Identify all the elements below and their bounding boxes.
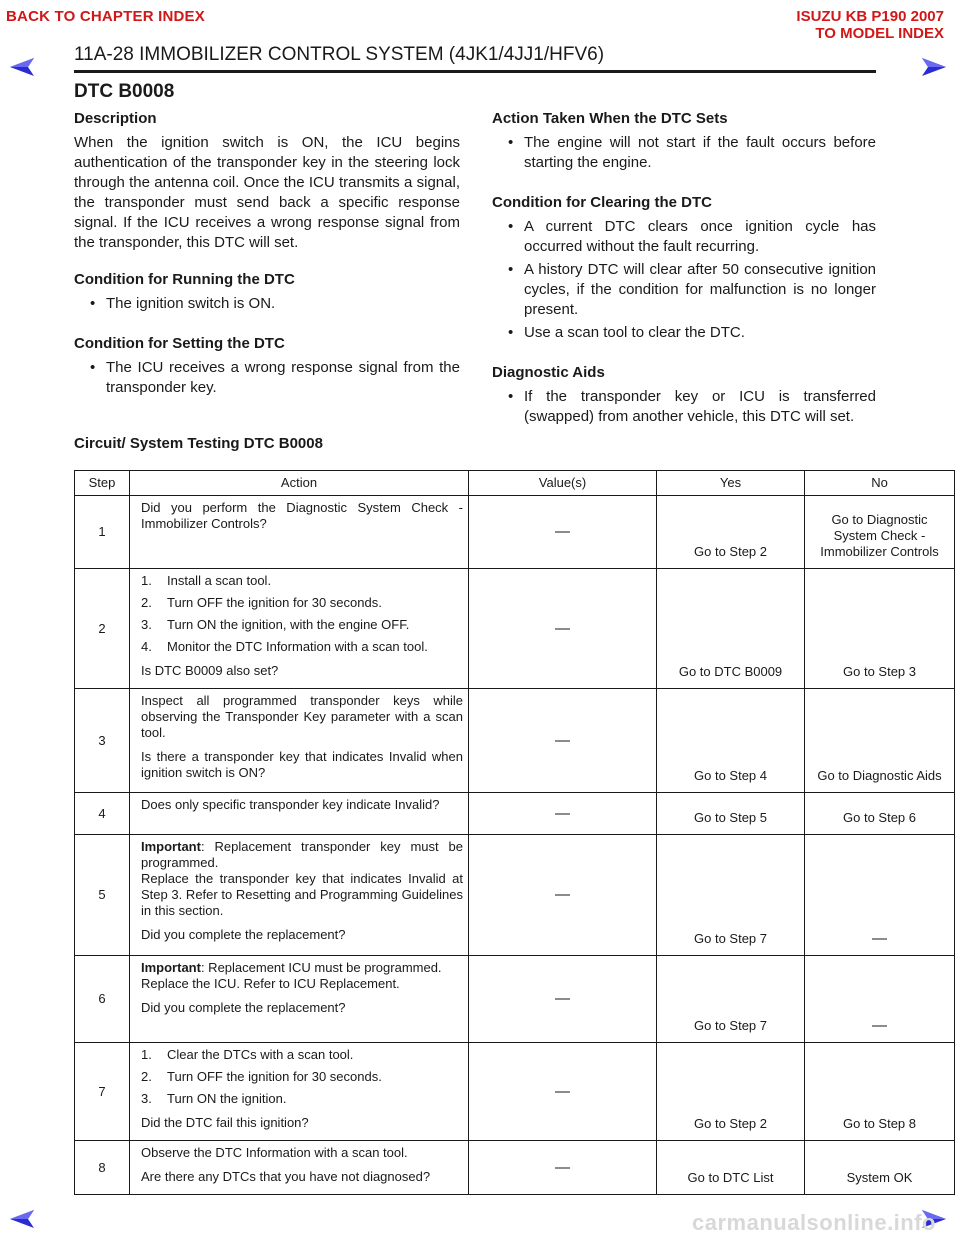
step-number: 4	[75, 793, 130, 835]
page-title: 11A-28 IMMOBILIZER CONTROL SYSTEM (4JK1/4JJ1/HFV6)	[74, 44, 605, 65]
no-cell: Go to Step 6	[805, 793, 955, 835]
table-row	[75, 569, 955, 689]
action-question: Are there any DTCs that you have not diagnosed?	[141, 1169, 431, 1184]
important-label: Important	[141, 960, 201, 975]
list-item: • The engine will not start if the fault occurs before starting the engine.	[492, 133, 876, 173]
right-column	[492, 109, 876, 430]
no-cell: —	[805, 956, 955, 1043]
table-row	[75, 835, 955, 956]
important-note	[141, 839, 463, 871]
yes-cell: Go to Step 4	[657, 689, 805, 793]
value-cell: —	[469, 835, 657, 956]
action-question: Did you complete the replacement?	[141, 927, 346, 942]
setting-heading: Condition for Setting the DTC	[74, 335, 285, 352]
action-text: Replace the transponder key that indicates Invalid at Step 3. Refer to Resetting and Programming Guidelines in this section.	[141, 871, 463, 918]
step-number: 2	[75, 569, 130, 689]
description-heading: Description	[74, 110, 157, 127]
action-cell	[130, 835, 469, 956]
action-text: Replace the ICU. Refer to ICU Replacement.	[141, 976, 400, 991]
step-number: 6	[75, 956, 130, 1043]
list-item: • A history DTC will clear after 50 consecutive ignition cycles, if the condition for malfunction is no longer present.	[492, 260, 876, 320]
action-steps-list	[141, 573, 463, 655]
value-cell: —	[469, 1141, 657, 1195]
clearing-list	[492, 217, 876, 343]
diagnostic-table	[74, 470, 955, 1195]
yes-cell: Go to Step 2	[657, 496, 805, 569]
setting-list	[74, 358, 460, 398]
table-header-row	[75, 471, 955, 496]
step-number: 8	[75, 1141, 130, 1195]
list-item: 2. Turn OFF the ignition for 30 seconds.	[141, 1069, 382, 1084]
action-text: Does only specific transponder key indicate Invalid?	[141, 797, 440, 812]
action-cell	[130, 1043, 469, 1141]
list-item: • The ICU receives a wrong response signal from the transponder key.	[74, 358, 460, 398]
action-cell	[130, 689, 469, 793]
step-number: 1	[75, 496, 130, 569]
yes-cell: Go to DTC List	[657, 1141, 805, 1195]
action-cell	[130, 496, 469, 569]
table-row	[75, 1043, 955, 1141]
value-cell: —	[469, 496, 657, 569]
action-text: Did you perform the Diagnostic System Check - Immobilizer Controls?	[141, 500, 463, 531]
important-note	[141, 960, 463, 976]
action-heading: Action Taken When the DTC Sets	[492, 110, 728, 127]
list-item: • If the transponder key or ICU is transferred (swapped) from another vehicle, this DTC will set.	[492, 387, 876, 427]
step-number: 3	[75, 689, 130, 793]
model-index-block	[796, 8, 944, 42]
list-item: 4. Monitor the DTC Information with a scan tool.	[141, 639, 428, 654]
header-rule	[74, 70, 876, 73]
list-item: 3. Turn ON the ignition, with the engine OFF.	[141, 617, 410, 632]
action-cell	[130, 569, 469, 689]
previous-page-arrow-icon[interactable]	[8, 56, 42, 78]
dtc-title: DTC B0008	[74, 81, 175, 102]
previous-page-arrow-icon-bottom[interactable]	[8, 1208, 42, 1230]
no-cell: System OK	[805, 1141, 955, 1195]
important-text: : Replacement ICU must be programmed.	[200, 960, 442, 975]
value-cell: —	[469, 569, 657, 689]
yes-cell: Go to Step 7	[657, 835, 805, 956]
list-item: 1. Install a scan tool.	[141, 573, 272, 588]
action-list	[492, 133, 876, 173]
yes-cell: Go to DTC B0009	[657, 569, 805, 689]
list-item: • A current DTC clears once ignition cycle has occurred without the fault recurring.	[492, 217, 876, 257]
action-text: Observe the DTC Information with a scan tool.	[141, 1145, 408, 1160]
list-item: • The ignition switch is ON.	[74, 294, 460, 314]
important-label: Important	[141, 839, 201, 854]
diagnostic-aids-heading: Diagnostic Aids	[492, 364, 605, 381]
action-question: Is DTC B0009 also set?	[141, 663, 279, 678]
col-header-yes: Yes	[657, 471, 805, 496]
yes-cell: Go to Step 5	[657, 793, 805, 835]
running-list	[74, 294, 460, 314]
action-cell	[130, 956, 469, 1043]
running-heading: Condition for Running the DTC	[74, 271, 295, 288]
list-item: • Use a scan tool to clear the DTC.	[492, 323, 876, 343]
col-header-values: Value(s)	[469, 471, 657, 496]
table-row	[75, 1141, 955, 1195]
step-number: 5	[75, 835, 130, 956]
yes-cell: Go to Step 2	[657, 1043, 805, 1141]
value-cell: —	[469, 956, 657, 1043]
col-header-no: No	[805, 471, 955, 496]
step-number: 7	[75, 1043, 130, 1141]
list-item: 1. Clear the DTCs with a scan tool.	[141, 1047, 354, 1062]
list-item: 2. Turn OFF the ignition for 30 seconds.	[141, 595, 382, 610]
watermark: carmanualsonline.info	[692, 1210, 936, 1235]
col-header-step: Step	[75, 471, 130, 496]
table-row	[75, 793, 955, 835]
value-cell: —	[469, 689, 657, 793]
value-cell: —	[469, 1043, 657, 1141]
value-cell: —	[469, 793, 657, 835]
no-cell: Go to Step 8	[805, 1043, 955, 1141]
description-text: When the ignition switch is ON, the ICU begins authentication of the transponder key in the steering lock through the antenna coil. Once the ICU transmits a signal, the transponder must send back a specific response signal. If the ICU receives a wrong response signal from the transponder, this DTC will set.	[74, 134, 460, 251]
next-page-arrow-icon[interactable]	[914, 56, 948, 78]
action-text: Inspect all programmed transponder keys while observing the Transponder Key parameter with a scan tool.	[141, 693, 463, 740]
list-item: 3. Turn ON the ignition.	[141, 1091, 287, 1106]
important-text: : Replacement transponder key must be programmed.	[141, 839, 463, 870]
model-name: ISUZU KB P190 2007	[796, 8, 944, 25]
left-column	[74, 109, 460, 401]
back-to-chapter-index-link[interactable]: BACK TO CHAPTER INDEX	[6, 8, 205, 25]
action-steps-list	[141, 1047, 463, 1107]
col-header-action: Action	[130, 471, 469, 496]
action-question: Is there a transponder key that indicates Invalid when ignition switch is ON?	[141, 749, 463, 780]
no-cell: Go to Step 3	[805, 569, 955, 689]
action-question: Did you complete the replacement?	[141, 1000, 346, 1015]
action-cell	[130, 793, 469, 835]
no-cell: Go to Diagnostic Aids	[805, 689, 955, 793]
table-row	[75, 496, 955, 569]
diagnostic-aids-list	[492, 387, 876, 427]
no-cell: Go to Diagnostic System Check - Immobilizer Controls	[805, 496, 955, 569]
yes-cell: Go to Step 7	[657, 956, 805, 1043]
no-cell: —	[805, 835, 955, 956]
action-cell	[130, 1141, 469, 1195]
table-row	[75, 956, 955, 1043]
action-question: Did the DTC fail this ignition?	[141, 1115, 309, 1130]
table-title: Circuit/ System Testing DTC B0008	[74, 435, 323, 452]
to-model-index-link[interactable]: TO MODEL INDEX	[815, 25, 944, 42]
clearing-heading: Condition for Clearing the DTC	[492, 194, 712, 211]
table-row	[75, 689, 955, 793]
